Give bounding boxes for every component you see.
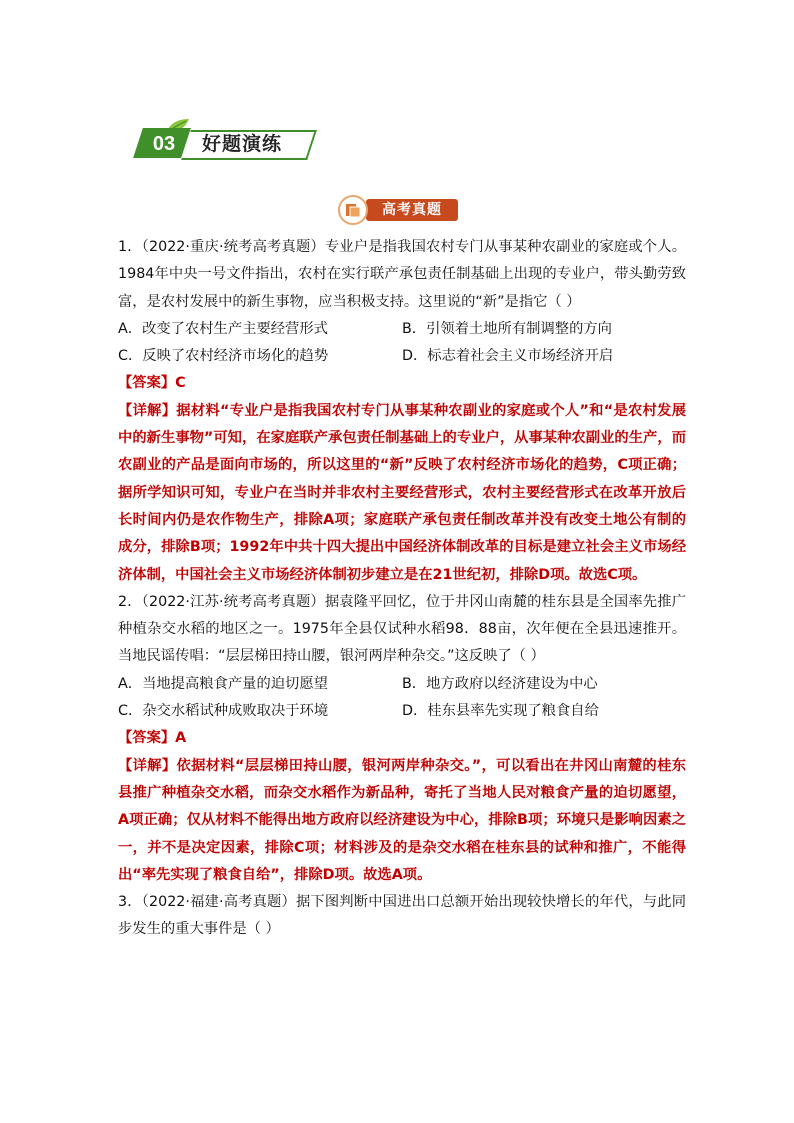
question-3 xyxy=(118,889,686,944)
question-list xyxy=(118,234,686,944)
banner-number: 03 xyxy=(152,133,176,155)
option-d: D．标志着社会主义市场经济开启 xyxy=(402,348,614,365)
badge-circle xyxy=(338,195,368,225)
question-options xyxy=(118,671,686,726)
option-a: A．改变了农村生产主要经营形式 xyxy=(118,320,328,337)
question-1 xyxy=(118,234,686,589)
option-b: B．地方政府以经济建设为中心 xyxy=(402,675,598,692)
answer: 【答案】A xyxy=(118,730,187,747)
question-2 xyxy=(118,589,686,889)
option-d: D．桂东县率先实现了粮食自给 xyxy=(402,703,599,720)
question-stem: 1．（2022·重庆·统考高考真题）专业户是指我国农村专门从事某种农副业的家庭或个人。1984年中央一号文件指出，农村在实行联产承包责任制基础上出现的专业户，带头勤劳致富，是农村发展中的新生事物，应当积极支持。这里说的“新”是指它（ ） xyxy=(118,239,686,310)
document-icon xyxy=(345,202,361,218)
option-a: A．当地提高粮食产量的迫切愿望 xyxy=(118,675,328,692)
question-stem: 2．（2022·江苏·统考高考真题）据袁隆平回忆，位于井冈山南麓的桂东县是全国率先推广种植杂交水稻的地区之一。1975年全县仅试种水稻98．88亩，次年便在全县迅速推开。当地民谣传唱：“层层梯田持山腰，银河两岸种杂交。”这反映了（ ） xyxy=(118,593,686,665)
analysis: 【详解】据材料“专业户是指我国农村专门从事某种农副业的家庭或个人”和“是农村发展中的新生事物”可知，在家庭联产承包责任制基础上的专业户，从事某种农副业的生产，而农副业的产品是面向市场的，所以这里的“新”反映了农村经济市场化的趋势，C项正确；据所学知识可知，专业户在当时并非农村主要经营形式，农村主要经营形式在改革开放后长时间内仍是农作物生产，排除A项；家庭联产承包责任制改革并没有改变土地公有制的成分，排除B项；1992年中共十四大提出中国经济体制改革的目标是建立社会主义市场经济体制，中国社会主义市场经济体制初步建立是在21世纪初，排除D项。故选C项。 xyxy=(118,402,686,583)
section-title: 高考真题 xyxy=(382,202,442,218)
option-c: C．反映了农村经济市场化的趋势 xyxy=(118,348,329,365)
section-banner xyxy=(130,118,320,162)
section-badge xyxy=(338,195,460,225)
option-b: B．引领着土地所有制调整的方向 xyxy=(402,320,612,337)
analysis: 【详解】依据材料“层层梯田持山腰，银河两岸种杂交。”，可以看出在井冈山南麓的桂东县推广种植杂交水稻，而杂交水稻作为新品种，寄托了当地人民对粮食产量的迫切愿望，A项正确；仅从材料不能得出地方政府以经济建设为中心，排除B项；环境只是影响因素之一，并不是决定因素，排除C项；材料涉及的是杂交水稻在桂东县的试种和推广，不能得出“率先实现了粮食自给”，排除D项。故选A项。 xyxy=(118,757,686,883)
banner-title: 好题演练 xyxy=(202,133,283,155)
answer: 【答案】C xyxy=(118,375,186,392)
option-c: C．杂交水稻试种成败取决于环境 xyxy=(118,703,329,720)
question-options xyxy=(118,316,686,371)
question-stem: 3．（2022·福建·高考真题）据下图判断中国进出口总额开始出现较快增长的年代，与此同步发生的重大事件是（ ） xyxy=(118,894,686,938)
